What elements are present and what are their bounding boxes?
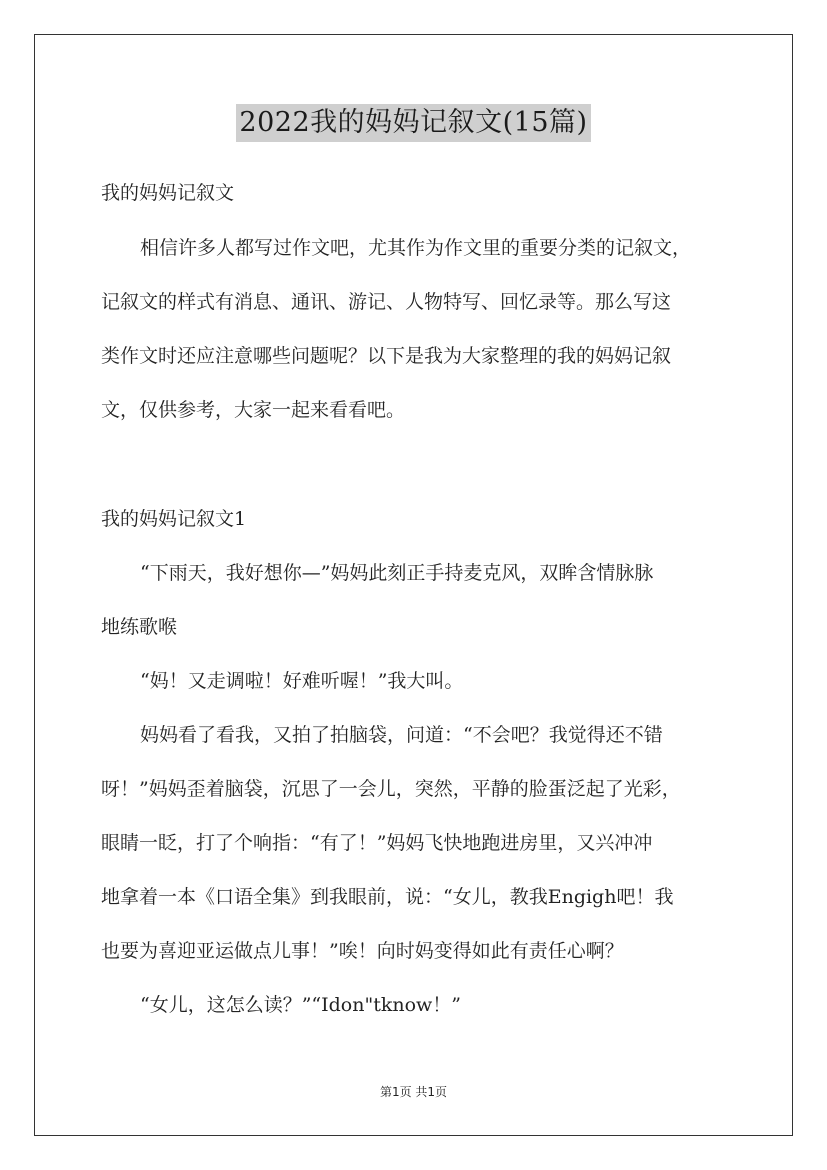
body-line: 也要为喜迎亚运做点儿事！”唉！向时妈变得如此有责任心啊？ bbox=[101, 940, 624, 962]
page-footer: 第1页 共1页 bbox=[379, 1085, 448, 1099]
body-line: 呀！”妈妈歪着脑袋，沉思了一会儿，突然，平静的脸蛋泛起了光彩， bbox=[101, 778, 681, 800]
document-title: 2022我的妈妈记叙文(15篇) bbox=[236, 104, 590, 142]
body-line: “妈！又走调啦！好难听喔！”我大叫。 bbox=[140, 670, 464, 692]
body-line: 地练歌喉 bbox=[101, 616, 178, 638]
section-heading-1: 我的妈妈记叙文1 bbox=[101, 508, 247, 530]
intro-line: 记叙文的样式有消息、通讯、游记、人物特写、回忆录等。那么写这 bbox=[101, 291, 672, 313]
body-line: 眼睛一眨，打了个响指：“有了！”妈妈飞快地跑进房里，又兴冲冲 bbox=[101, 832, 653, 854]
body-line: 地拿着一本《口语全集》到我眼前，说：“女儿，教我Engigh吧！我 bbox=[101, 886, 674, 908]
intro-line: 相信许多人都写过作文吧，尤其作为作文里的重要分类的记叙文， bbox=[140, 237, 692, 259]
body-line: “下雨天，我好想你—”妈妈此刻正手持麦克风，双眸含情脉脉 bbox=[140, 562, 654, 584]
section-heading-intro: 我的妈妈记叙文 bbox=[101, 182, 235, 204]
title-container bbox=[0, 104, 827, 142]
body-line: 妈妈看了看我，又拍了拍脑袋，问道：“不会吧？我觉得还不错 bbox=[140, 724, 663, 746]
body-line: “女儿，这怎么读？”“Idon"tknow！” bbox=[140, 994, 462, 1016]
intro-line: 类作文时还应注意哪些问题呢？以下是我为大家整理的我的妈妈记叙 bbox=[101, 345, 672, 367]
intro-line: 文，仅供参考，大家一起来看看吧。 bbox=[101, 399, 406, 421]
